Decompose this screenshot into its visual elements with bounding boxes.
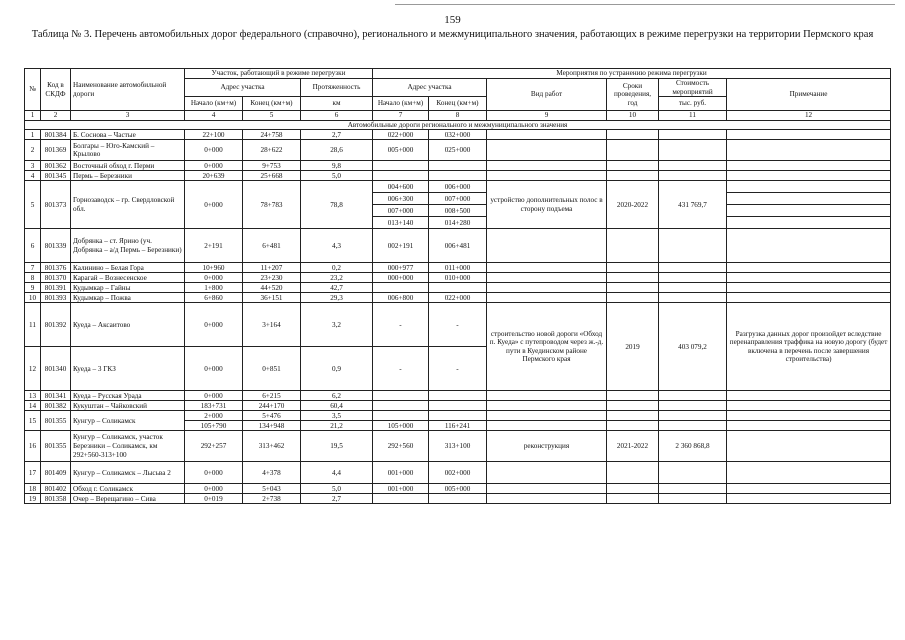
cell-no: 17 [25,462,41,484]
header-code: Код в СКДФ [41,69,71,111]
col-number: 2 [41,111,71,121]
header-section-address: Адрес участка [185,79,301,97]
cell-start: 2+191 [185,229,243,263]
cell-end: 4+378 [243,462,301,484]
cell-length: 4,3 [301,229,373,263]
cell-length: 2,7 [301,130,373,140]
cell-end: 2+738 [243,494,301,504]
cell-end: 6+215 [243,391,301,401]
cell-code: 801339 [41,229,71,263]
cell-no: 14 [25,401,41,411]
cell-code: 801402 [41,484,71,494]
cell-m-start: 006+300 [373,193,429,205]
cell-length: 9,8 [301,161,373,171]
cell-end: 134+948 [243,421,301,431]
cell-dates: 2020-2022 [607,181,659,229]
cell-start: 0+000 [185,181,243,229]
cell-start: 6+860 [185,293,243,303]
cell-no: 2 [25,140,41,161]
header-m-start: Начало (км+м) [373,97,429,111]
header-end: Конец (км+м) [243,97,301,111]
table-row [25,273,891,283]
cell-m-start: 105+000 [373,421,429,431]
table-row [25,130,891,140]
cell-no: 3 [25,161,41,171]
cell-end: 28+622 [243,140,301,161]
cell-name: Калинино – Белая Гора [71,263,185,273]
table-row [25,303,891,347]
header-note: Примечание [727,79,891,111]
cell-start: 105+790 [185,421,243,431]
cell-start: 0+000 [185,303,243,347]
cell-start: 0+000 [185,140,243,161]
table-row [25,229,891,263]
cell-m-start: 000+977 [373,263,429,273]
col-number: 12 [727,111,891,121]
table-row [25,161,891,171]
cell-length: 60,4 [301,401,373,411]
table-row [25,181,891,193]
cell-start: 0+000 [185,273,243,283]
cell-name: Пермь – Березники [71,171,185,181]
cell-name: Карагай – Вознесенское [71,273,185,283]
col-number: 10 [607,111,659,121]
cell-name: Куеда – Аксаитово [71,303,185,347]
cell-length: 3,2 [301,303,373,347]
cell-start: 0+019 [185,494,243,504]
col-number: 8 [429,111,487,121]
cell-name: Добрянка – ст. Ярино (уч. Добрянка – а/д Пермь – Березники) [71,229,185,263]
cell-name: Кукуштан – Чайковский [71,401,185,411]
cell-start: 0+000 [185,484,243,494]
top-rule [395,4,895,5]
cell-code: 801355 [41,431,71,462]
cell-code: 801409 [41,462,71,484]
header-length: Протяженность [301,79,373,97]
cell-start: 292+257 [185,431,243,462]
cell-m-end: 006+000 [429,181,487,193]
cell-length: 42,7 [301,283,373,293]
cell-no: 6 [25,229,41,263]
cell-name: Обход г. Соликамск [71,484,185,494]
cell-name: Кудымкар – Пожва [71,293,185,303]
col-number: 3 [71,111,185,121]
header-work-type: Вид работ [487,79,607,111]
cell-name: Восточный обход г. Перми [71,161,185,171]
header-no: № [25,69,41,111]
cell-start: 0+000 [185,462,243,484]
table-row [25,283,891,293]
page-number: 159 [444,14,461,26]
header-name: Наименование автомобильной дороги [71,69,185,111]
cell-code: 801369 [41,140,71,161]
cell-code: 801370 [41,273,71,283]
cell-code: 801362 [41,161,71,171]
cell-no: 15 [25,411,41,431]
cell-start: 2+000 [185,411,243,421]
cell-end: 0+851 [243,347,301,391]
cell-m-start: 004+600 [373,181,429,193]
table-title: Таблица № 3. Перечень автомобильных дорог федерального (справочно), регионального и межмуниципального значения, работающих в режиме перегрузки на территории Пермского края [31,29,874,40]
table-row [25,140,891,161]
cell-m-end: 010+000 [429,273,487,283]
table-row [25,391,891,401]
header-m-address: Адрес участка [373,79,487,97]
header-cost-unit: тыс. руб. [659,97,727,111]
cell-end: 5+476 [243,411,301,421]
cell-start: 22+100 [185,130,243,140]
cell-m-end: 007+000 [429,193,487,205]
cell-name: Кунгур – Соликамск – Лысьва 2 [71,462,185,484]
cell-start: 10+960 [185,263,243,273]
cell-m-end: 022+000 [429,293,487,303]
cell-m-end: 002+000 [429,462,487,484]
cell-name: Очер – Верещагино – Сива [71,494,185,504]
cell-end: 9+753 [243,161,301,171]
header-start: Начало (км+м) [185,97,243,111]
cell-end: 44+520 [243,283,301,293]
table-row [25,293,891,303]
cell-m-start: 292+560 [373,431,429,462]
cell-m-end: - [429,347,487,391]
col-number: 1 [25,111,41,121]
cell-m-start: 013+140 [373,217,429,229]
cell-end: 244+170 [243,401,301,411]
cell-dates: 2021-2022 [607,431,659,462]
cell-m-start: - [373,347,429,391]
cell-m-end: 032+000 [429,130,487,140]
cell-no: 16 [25,431,41,462]
cell-m-end: - [429,303,487,347]
cell-cost: 2 360 868,8 [659,431,727,462]
cell-no: 12 [25,347,41,391]
cell-m-end: 313+100 [429,431,487,462]
cell-cost: 431 769,7 [659,181,727,229]
cell-code: 801392 [41,303,71,347]
cell-no: 10 [25,293,41,303]
cell-end: 78+783 [243,181,301,229]
cell-no: 18 [25,484,41,494]
cell-no: 19 [25,494,41,504]
cell-work-type: устройство дополнительных полос в сторону подъема [487,181,607,229]
roads-table [24,68,891,504]
cell-start: 0+000 [185,347,243,391]
cell-m-end: 005+000 [429,484,487,494]
cell-length: 5,0 [301,171,373,181]
header-cost: Стоимость мероприятий [659,79,727,97]
cell-length: 21,2 [301,421,373,431]
cell-code: 801355 [41,411,71,431]
cell-code: 801358 [41,494,71,504]
cell-end: 6+481 [243,229,301,263]
cell-code: 801345 [41,171,71,181]
cell-code: 801393 [41,293,71,303]
section-title: Автомобильные дороги регионального и межмуниципального значения [25,120,891,130]
cell-m-end: 116+241 [429,421,487,431]
cell-length: 78,8 [301,181,373,229]
cell-end: 25+668 [243,171,301,181]
header-section-group: Участок, работающий в режиме перегрузки [185,69,373,79]
cell-work-type: строительство новой дороги «Обход п. Куеда» с путепроводом через ж.-д. пути в Куединском районе Пермского края [487,303,607,391]
cell-note: Разгрузка данных дорог произойдет вследствие перенаправления траффика на новую дорогу (будет включена в перечень после завершения строительства) [727,303,891,391]
cell-length: 23,2 [301,273,373,283]
cell-code: 801341 [41,391,71,401]
cell-name: Кунгур – Соликамск, участок Березники – Соликамск, км 292+560-313+100 [71,431,185,462]
col-number: 6 [301,111,373,121]
col-number: 11 [659,111,727,121]
col-number: 7 [373,111,429,121]
table-row [25,171,891,181]
table-row [25,263,891,273]
cell-m-start: 000+000 [373,273,429,283]
cell-length: 4,4 [301,462,373,484]
cell-start: 1+800 [185,283,243,293]
cell-name: Болгары – Юго-Камский – Крылово [71,140,185,161]
cell-m-start: 002+191 [373,229,429,263]
table-row [25,411,891,421]
cell-start: 183+731 [185,401,243,411]
cell-name: Куеда – Русская Урада [71,391,185,401]
cell-end: 36+151 [243,293,301,303]
cell-start: 0+000 [185,391,243,401]
header-dates: Сроки проведения, год [607,79,659,111]
cell-end: 5+043 [243,484,301,494]
cell-start: 0+000 [185,161,243,171]
cell-start: 20+639 [185,171,243,181]
cell-no: 7 [25,263,41,273]
cell-m-start: 005+000 [373,140,429,161]
col-number: 9 [487,111,607,121]
cell-end: 23+230 [243,273,301,283]
table-row [25,401,891,411]
cell-length: 28,6 [301,140,373,161]
col-number: 4 [185,111,243,121]
cell-no: 9 [25,283,41,293]
cell-end: 24+758 [243,130,301,140]
cell-length: 0,9 [301,347,373,391]
cell-name: Кунгур – Соликамск [71,411,185,431]
cell-m-start: 001+000 [373,462,429,484]
cell-end: 11+207 [243,263,301,273]
cell-m-start: - [373,303,429,347]
cell-length: 0,2 [301,263,373,273]
col-number: 5 [243,111,301,121]
cell-name: Горнозаводск – гр. Свердловской обл. [71,181,185,229]
cell-length: 3,5 [301,411,373,421]
cell-length: 5,0 [301,484,373,494]
cell-name: Б. Соснова – Частые [71,130,185,140]
cell-cost: 403 079,2 [659,303,727,391]
cell-end: 313+462 [243,431,301,462]
cell-no: 1 [25,130,41,140]
cell-m-end: 025+000 [429,140,487,161]
table-row [25,462,891,484]
cell-length: 2,7 [301,494,373,504]
cell-code: 801373 [41,181,71,229]
cell-no: 13 [25,391,41,401]
cell-work-type: реконструкция [487,431,607,462]
cell-m-end: 014+280 [429,217,487,229]
cell-length: 19,5 [301,431,373,462]
cell-m-start: 022+000 [373,130,429,140]
cell-no: 11 [25,303,41,347]
cell-m-end: 006+481 [429,229,487,263]
table-row [25,431,891,462]
cell-length: 29,3 [301,293,373,303]
cell-code: 801376 [41,263,71,273]
cell-no: 5 [25,181,41,229]
cell-code: 801391 [41,283,71,293]
cell-m-end: 011+000 [429,263,487,273]
cell-code: 801382 [41,401,71,411]
cell-no: 8 [25,273,41,283]
cell-no: 4 [25,171,41,181]
header-measures-group: Мероприятия по устранению режима перегрузки [373,69,891,79]
cell-m-start: 007+000 [373,205,429,217]
cell-code: 801384 [41,130,71,140]
header-length-unit: км [301,97,373,111]
cell-dates: 2019 [607,303,659,391]
cell-m-start: 001+000 [373,484,429,494]
cell-length: 6,2 [301,391,373,401]
cell-end: 3+164 [243,303,301,347]
cell-m-end: 008+500 [429,205,487,217]
table-row [25,484,891,494]
table-row [25,494,891,504]
cell-name: Куеда – 3 ГКЗ [71,347,185,391]
cell-code: 801340 [41,347,71,391]
cell-m-start: 006+800 [373,293,429,303]
header-m-end: Конец (км+м) [429,97,487,111]
cell-name: Кудымкар – Гайны [71,283,185,293]
